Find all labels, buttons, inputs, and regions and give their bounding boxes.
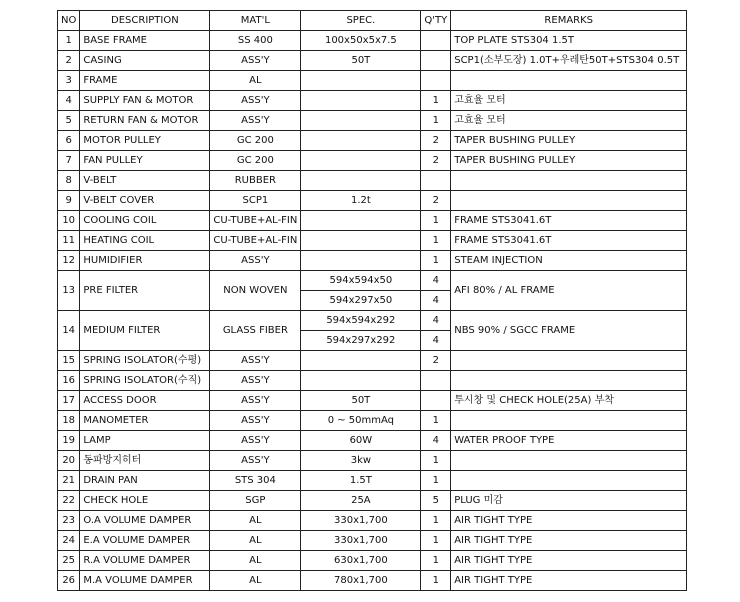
- row-material: STS 304: [210, 471, 301, 491]
- row-spec: 60W: [301, 431, 421, 451]
- row-spec: 50T: [301, 51, 421, 71]
- row-number: 11: [58, 231, 80, 251]
- row-remarks: PLUG 미감: [451, 491, 687, 511]
- table-row: [58, 311, 687, 331]
- row-spec: 0 ~ 50mmAq: [301, 411, 421, 431]
- row-qty: 2: [421, 151, 451, 171]
- row-qty: 2: [421, 131, 451, 151]
- row-qty: 4: [421, 311, 451, 331]
- table-row: [58, 491, 687, 511]
- row-spec: 1.5T: [301, 471, 421, 491]
- table-row: [58, 91, 687, 111]
- row-qty: 1: [421, 471, 451, 491]
- row-number: 10: [58, 211, 80, 231]
- row-remarks: [451, 371, 687, 391]
- row-description: ACCESS DOOR: [80, 391, 210, 411]
- row-number: 12: [58, 251, 80, 271]
- row-qty: 1: [421, 571, 451, 591]
- row-spec: [301, 171, 421, 191]
- row-material: NON WOVEN: [210, 271, 301, 311]
- row-material: ASS'Y: [210, 411, 301, 431]
- row-qty: [421, 171, 451, 191]
- row-number: 17: [58, 391, 80, 411]
- row-qty: 1: [421, 411, 451, 431]
- row-spec: [301, 71, 421, 91]
- row-description: PRE FILTER: [80, 271, 210, 311]
- row-spec: 330x1,700: [301, 511, 421, 531]
- table-row: [58, 531, 687, 551]
- row-remarks: 고효율 모터: [451, 111, 687, 131]
- row-remarks: [451, 71, 687, 91]
- table-row: [58, 571, 687, 591]
- row-number: 5: [58, 111, 80, 131]
- table-body: [58, 31, 687, 591]
- row-material: AL: [210, 511, 301, 531]
- row-remarks: 투시창 및 CHECK HOLE(25A) 부착: [451, 391, 687, 411]
- row-spec: [301, 371, 421, 391]
- row-description: V-BELT COVER: [80, 191, 210, 211]
- row-material: ASS'Y: [210, 451, 301, 471]
- row-remarks: [451, 411, 687, 431]
- row-description: MANOMETER: [80, 411, 210, 431]
- row-description: SPRING ISOLATOR(수평): [80, 351, 210, 371]
- row-description: COOLING COIL: [80, 211, 210, 231]
- row-material: ASS'Y: [210, 391, 301, 411]
- header-remarks: REMARKS: [451, 11, 687, 31]
- row-number: 7: [58, 151, 80, 171]
- row-remarks: TAPER BUSHING PULLEY: [451, 131, 687, 151]
- table-row: [58, 191, 687, 211]
- row-description: LAMP: [80, 431, 210, 451]
- row-remarks: [451, 451, 687, 471]
- row-remarks: TOP PLATE STS304 1.5T: [451, 31, 687, 51]
- row-material: GC 200: [210, 151, 301, 171]
- table-row: [58, 251, 687, 271]
- row-number: 4: [58, 91, 80, 111]
- row-spec: 3kw: [301, 451, 421, 471]
- parts-list-table: [57, 10, 687, 591]
- row-number: 25: [58, 551, 80, 571]
- row-qty: 4: [421, 331, 451, 351]
- row-remarks: STEAM INJECTION: [451, 251, 687, 271]
- table-row: [58, 551, 687, 571]
- row-number: 16: [58, 371, 80, 391]
- row-number: 2: [58, 51, 80, 71]
- table-row: [58, 391, 687, 411]
- row-qty: 5: [421, 491, 451, 511]
- row-material: ASS'Y: [210, 431, 301, 451]
- row-remarks: NBS 90% / SGCC FRAME: [451, 311, 687, 351]
- row-number: 9: [58, 191, 80, 211]
- table-row: [58, 511, 687, 531]
- row-spec: [301, 111, 421, 131]
- row-material: SS 400: [210, 31, 301, 51]
- row-qty: 1: [421, 251, 451, 271]
- header-description: DESCRIPTION: [80, 11, 210, 31]
- row-remarks: FRAME STS3041.6T: [451, 231, 687, 251]
- row-spec: [301, 91, 421, 111]
- row-spec: [301, 231, 421, 251]
- row-material: ASS'Y: [210, 51, 301, 71]
- row-description: BASE FRAME: [80, 31, 210, 51]
- row-qty: 1: [421, 551, 451, 571]
- row-remarks: WATER PROOF TYPE: [451, 431, 687, 451]
- row-material: CU-TUBE+AL-FIN: [210, 211, 301, 231]
- row-description: E.A VOLUME DAMPER: [80, 531, 210, 551]
- row-remarks: [451, 171, 687, 191]
- table-row: [58, 111, 687, 131]
- row-description: MOTOR PULLEY: [80, 131, 210, 151]
- row-number: 13: [58, 271, 80, 311]
- table-row: [58, 411, 687, 431]
- row-qty: 1: [421, 531, 451, 551]
- row-material: ASS'Y: [210, 371, 301, 391]
- table-row: [58, 471, 687, 491]
- row-material: AL: [210, 571, 301, 591]
- row-spec: 100x50x5x7.5: [301, 31, 421, 51]
- row-number: 26: [58, 571, 80, 591]
- header-spec: SPEC.: [301, 11, 421, 31]
- row-description: 동파방지히터: [80, 451, 210, 471]
- row-spec: 330x1,700: [301, 531, 421, 551]
- row-remarks: 고효율 모터: [451, 91, 687, 111]
- table-row: [58, 371, 687, 391]
- row-spec: [301, 131, 421, 151]
- table-row: [58, 231, 687, 251]
- row-qty: 1: [421, 211, 451, 231]
- row-material: GC 200: [210, 131, 301, 151]
- row-qty: 4: [421, 271, 451, 291]
- row-spec: 594x594x292: [301, 311, 421, 331]
- row-number: 23: [58, 511, 80, 531]
- row-qty: 2: [421, 191, 451, 211]
- row-description: SPRING ISOLATOR(수직): [80, 371, 210, 391]
- row-remarks: [451, 471, 687, 491]
- header-qty: Q'TY: [421, 11, 451, 31]
- row-number: 18: [58, 411, 80, 431]
- table-row: [58, 351, 687, 371]
- row-description: M.A VOLUME DAMPER: [80, 571, 210, 591]
- row-spec: 25A: [301, 491, 421, 511]
- row-description: FAN PULLEY: [80, 151, 210, 171]
- row-remarks: AIR TIGHT TYPE: [451, 531, 687, 551]
- row-spec: 594x297x50: [301, 291, 421, 311]
- row-number: 1: [58, 31, 80, 51]
- row-number: 24: [58, 531, 80, 551]
- row-spec: [301, 351, 421, 371]
- row-material: GLASS FIBER: [210, 311, 301, 351]
- row-material: ASS'Y: [210, 111, 301, 131]
- row-number: 15: [58, 351, 80, 371]
- row-description: R.A VOLUME DAMPER: [80, 551, 210, 571]
- row-number: 22: [58, 491, 80, 511]
- row-spec: 1.2t: [301, 191, 421, 211]
- row-qty: 1: [421, 231, 451, 251]
- row-spec: [301, 251, 421, 271]
- row-material: AL: [210, 531, 301, 551]
- row-description: MEDIUM FILTER: [80, 311, 210, 351]
- row-qty: [421, 391, 451, 411]
- table-row: [58, 71, 687, 91]
- row-material: ASS'Y: [210, 351, 301, 371]
- row-material: CU-TUBE+AL-FIN: [210, 231, 301, 251]
- row-qty: 4: [421, 431, 451, 451]
- row-qty: 1: [421, 511, 451, 531]
- row-remarks: AIR TIGHT TYPE: [451, 571, 687, 591]
- row-spec: 594x594x50: [301, 271, 421, 291]
- row-number: 19: [58, 431, 80, 451]
- row-spec: [301, 211, 421, 231]
- row-number: 6: [58, 131, 80, 151]
- row-remarks: [451, 191, 687, 211]
- row-remarks: TAPER BUSHING PULLEY: [451, 151, 687, 171]
- row-description: HUMIDIFIER: [80, 251, 210, 271]
- row-description: DRAIN PAN: [80, 471, 210, 491]
- row-remarks: FRAME STS3041.6T: [451, 211, 687, 231]
- row-qty: [421, 51, 451, 71]
- table-row: [58, 451, 687, 471]
- row-number: 8: [58, 171, 80, 191]
- row-number: 20: [58, 451, 80, 471]
- table-row: [58, 211, 687, 231]
- header-row: [58, 11, 687, 31]
- header-no: NO: [58, 11, 80, 31]
- row-description: CASING: [80, 51, 210, 71]
- row-number: 3: [58, 71, 80, 91]
- row-qty: 2: [421, 351, 451, 371]
- row-remarks: [451, 351, 687, 371]
- row-description: CHECK HOLE: [80, 491, 210, 511]
- row-material: RUBBER: [210, 171, 301, 191]
- table-row: [58, 131, 687, 151]
- row-material: AL: [210, 71, 301, 91]
- header-material: MAT'L: [210, 11, 301, 31]
- table-row: [58, 51, 687, 71]
- row-qty: [421, 31, 451, 51]
- row-description: FRAME: [80, 71, 210, 91]
- row-spec: 50T: [301, 391, 421, 411]
- row-material: SCP1: [210, 191, 301, 211]
- row-description: O.A VOLUME DAMPER: [80, 511, 210, 531]
- row-description: V-BELT: [80, 171, 210, 191]
- row-remarks: AIR TIGHT TYPE: [451, 511, 687, 531]
- row-qty: 1: [421, 451, 451, 471]
- row-spec: 594x297x292: [301, 331, 421, 351]
- table-row: [58, 271, 687, 291]
- row-description: RETURN FAN & MOTOR: [80, 111, 210, 131]
- table-row: [58, 171, 687, 191]
- row-spec: [301, 151, 421, 171]
- table-row: [58, 151, 687, 171]
- table-row: [58, 31, 687, 51]
- row-remarks: SCP1(소부도장) 1.0T+우레탄50T+STS304 0.5T: [451, 51, 687, 71]
- row-material: ASS'Y: [210, 91, 301, 111]
- row-qty: 1: [421, 111, 451, 131]
- row-spec: 780x1,700: [301, 571, 421, 591]
- row-qty: [421, 371, 451, 391]
- row-spec: 630x1,700: [301, 551, 421, 571]
- row-description: HEATING COIL: [80, 231, 210, 251]
- row-description: SUPPLY FAN & MOTOR: [80, 91, 210, 111]
- row-material: AL: [210, 551, 301, 571]
- row-remarks: AFI 80% / AL FRAME: [451, 271, 687, 311]
- row-qty: 4: [421, 291, 451, 311]
- row-number: 14: [58, 311, 80, 351]
- row-qty: [421, 71, 451, 91]
- row-remarks: AIR TIGHT TYPE: [451, 551, 687, 571]
- row-qty: 1: [421, 91, 451, 111]
- row-number: 21: [58, 471, 80, 491]
- row-material: ASS'Y: [210, 251, 301, 271]
- table-row: [58, 431, 687, 451]
- row-material: SGP: [210, 491, 301, 511]
